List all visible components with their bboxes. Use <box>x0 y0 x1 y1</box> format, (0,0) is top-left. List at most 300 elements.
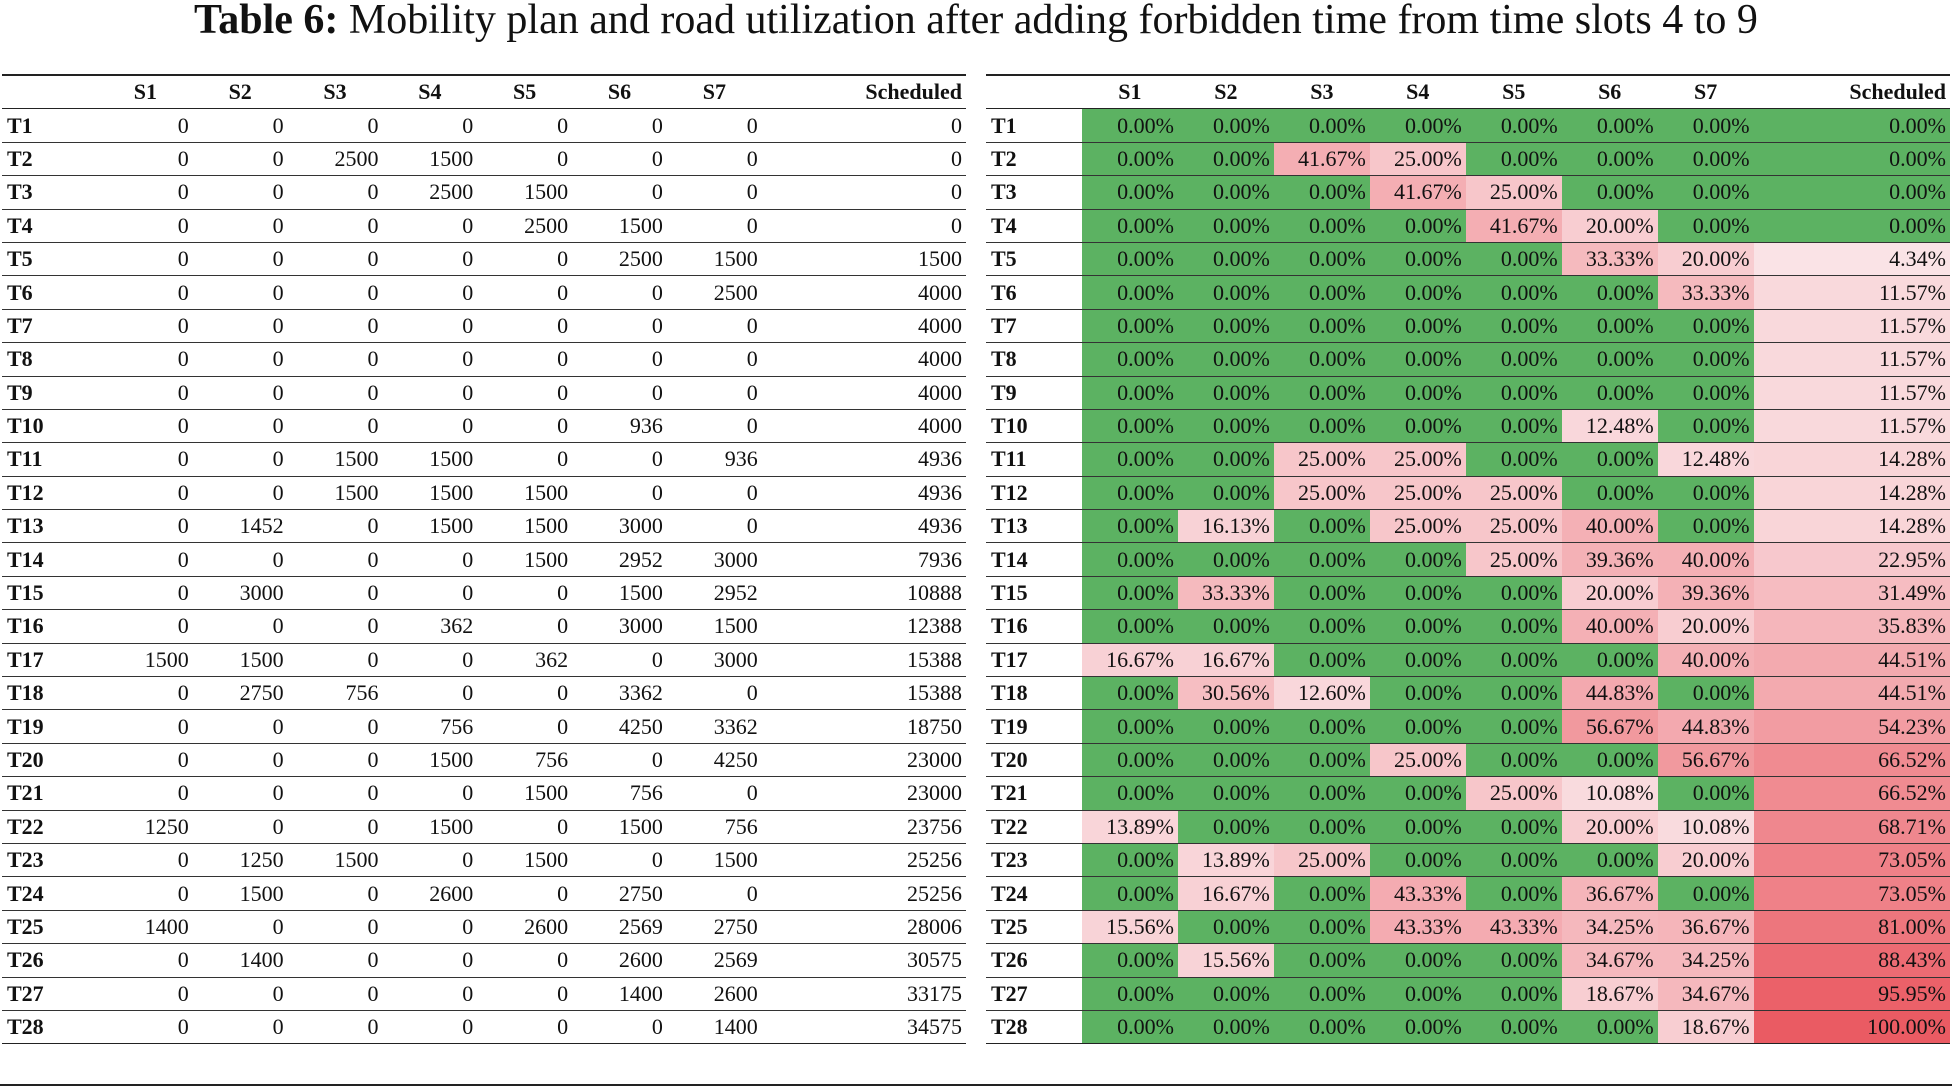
utilization-cell: 0.00% <box>1370 643 1466 676</box>
utilization-cell: 25.00% <box>1466 510 1562 543</box>
plan-cell: 0 <box>477 1010 572 1043</box>
table-row <box>986 576 1950 609</box>
plan-cell: 0 <box>193 309 288 342</box>
plan-cell: 0 <box>288 810 383 843</box>
utilization-cell: 0.00% <box>1562 309 1658 342</box>
utilization-cell: 13.89% <box>1082 810 1178 843</box>
plan-cell: 4250 <box>572 710 667 743</box>
utilization-cell: 39.36% <box>1562 543 1658 576</box>
utilization-cell: 0.00% <box>1562 176 1658 209</box>
utilization-cell: 44.83% <box>1562 677 1658 710</box>
utilization-cell: 0.00% <box>1082 510 1178 543</box>
plan-cell: 0 <box>667 376 762 409</box>
plan-cell: 1500 <box>193 877 288 910</box>
utilization-cell: 18.67% <box>1658 1010 1754 1043</box>
utilization-cell: 0.00% <box>1562 643 1658 676</box>
table-row <box>986 910 1950 943</box>
plan-cell: 4936 <box>762 443 966 476</box>
table-row <box>2 1010 966 1043</box>
plan-cell: 0 <box>477 109 572 142</box>
plan-cell: 0 <box>477 877 572 910</box>
row-label: T23 <box>2 843 98 876</box>
table-row <box>986 176 1950 209</box>
utilization-cell: 56.67% <box>1658 743 1754 776</box>
utilization-cell: 30.56% <box>1178 677 1274 710</box>
utilization-cell: 14.28% <box>1754 476 1950 509</box>
column-header: S3 <box>288 75 383 109</box>
plan-cell: 0 <box>193 476 288 509</box>
utilization-cell: 0.00% <box>1562 109 1658 142</box>
utilization-cell: 40.00% <box>1562 610 1658 643</box>
plan-cell: 3000 <box>572 510 667 543</box>
utilization-cell: 0.00% <box>1178 276 1274 309</box>
plan-cell: 2750 <box>193 677 288 710</box>
utilization-cell: 0.00% <box>1082 877 1178 910</box>
plan-cell: 0 <box>572 743 667 776</box>
utilization-cell: 0.00% <box>1082 109 1178 142</box>
utilization-cell: 0.00% <box>1658 677 1754 710</box>
column-header: S5 <box>1466 75 1562 109</box>
utilization-cell: 0.00% <box>1274 510 1370 543</box>
utilization-cell: 0.00% <box>1466 142 1562 175</box>
plan-cell: 0 <box>572 176 667 209</box>
utilization-cell: 0.00% <box>1370 576 1466 609</box>
plan-cell: 0 <box>477 309 572 342</box>
plan-cell: 0 <box>477 443 572 476</box>
utilization-cell: 0.00% <box>1658 142 1754 175</box>
plan-cell: 23000 <box>762 743 966 776</box>
plan-cell: 1500 <box>572 810 667 843</box>
utilization-cell: 20.00% <box>1658 843 1754 876</box>
utilization-cell: 12.48% <box>1562 409 1658 442</box>
plan-cell: 1400 <box>98 910 193 943</box>
utilization-cell: 0.00% <box>1082 576 1178 609</box>
plan-cell: 0 <box>382 209 477 242</box>
plan-cell: 0 <box>98 309 193 342</box>
utilization-cell: 0.00% <box>1082 1010 1178 1043</box>
plan-cell: 0 <box>288 610 383 643</box>
row-label: T26 <box>2 944 98 977</box>
plan-cell: 0 <box>572 109 667 142</box>
column-header: S2 <box>193 75 288 109</box>
utilization-cell: 40.00% <box>1562 510 1658 543</box>
plan-cell: 0 <box>667 877 762 910</box>
row-label: T16 <box>2 610 98 643</box>
utilization-cell: 0.00% <box>1178 977 1274 1010</box>
utilization-cell: 0.00% <box>1178 543 1274 576</box>
plan-cell: 0 <box>477 242 572 275</box>
utilization-cell: 0.00% <box>1274 209 1370 242</box>
utilization-cell: 12.60% <box>1274 677 1370 710</box>
plan-cell: 0 <box>382 677 477 710</box>
plan-cell: 0 <box>288 877 383 910</box>
plan-cell: 23000 <box>762 777 966 810</box>
plan-cell: 0 <box>193 109 288 142</box>
table-row <box>986 543 1950 576</box>
plan-cell: 0 <box>98 576 193 609</box>
plan-cell: 0 <box>382 276 477 309</box>
row-label: T9 <box>2 376 98 409</box>
utilization-cell: 0.00% <box>1178 242 1274 275</box>
plan-cell: 0 <box>477 944 572 977</box>
plan-cell: 1500 <box>193 643 288 676</box>
utilization-cell: 0.00% <box>1466 376 1562 409</box>
utilization-cell: 100.00% <box>1754 1010 1950 1043</box>
utilization-cell: 25.00% <box>1370 142 1466 175</box>
utilization-cell: 0.00% <box>1370 710 1466 743</box>
plan-cell: 1500 <box>382 443 477 476</box>
plan-cell: 0 <box>382 409 477 442</box>
table-row <box>2 810 966 843</box>
table-row <box>2 877 966 910</box>
row-label: T1 <box>986 109 1082 142</box>
plan-cell: 0 <box>572 1010 667 1043</box>
table-row <box>986 142 1950 175</box>
plan-cell: 0 <box>98 276 193 309</box>
utilization-cell: 25.00% <box>1274 843 1370 876</box>
plan-cell: 28006 <box>762 910 966 943</box>
utilization-cell: 0.00% <box>1082 476 1178 509</box>
utilization-cell: 0.00% <box>1082 443 1178 476</box>
plan-cell: 1500 <box>382 810 477 843</box>
plan-cell: 1500 <box>667 242 762 275</box>
utilization-cell: 0.00% <box>1658 376 1754 409</box>
utilization-cell: 0.00% <box>1082 944 1178 977</box>
row-label: T14 <box>2 543 98 576</box>
utilization-cell: 4.34% <box>1754 242 1950 275</box>
utilization-cell: 0.00% <box>1274 343 1370 376</box>
plan-cell: 0 <box>288 343 383 376</box>
plan-cell: 0 <box>98 242 193 275</box>
row-label: T13 <box>986 510 1082 543</box>
plan-cell: 1400 <box>572 977 667 1010</box>
plan-cell: 0 <box>288 643 383 676</box>
plan-cell: 0 <box>193 777 288 810</box>
plan-cell: 0 <box>288 242 383 275</box>
plan-cell: 0 <box>382 343 477 376</box>
plan-cell: 0 <box>193 1010 288 1043</box>
utilization-cell: 0.00% <box>1274 643 1370 676</box>
column-header <box>2 75 98 109</box>
plan-cell: 1500 <box>382 476 477 509</box>
table-row <box>986 309 1950 342</box>
row-label: T12 <box>2 476 98 509</box>
utilization-cell: 0.00% <box>1274 743 1370 776</box>
plan-cell: 0 <box>382 944 477 977</box>
plan-cell: 0 <box>382 777 477 810</box>
plan-cell: 1500 <box>382 743 477 776</box>
utilization-cell: 0.00% <box>1082 209 1178 242</box>
utilization-cell: 0.00% <box>1466 242 1562 275</box>
plan-cell: 0 <box>288 977 383 1010</box>
plan-cell: 0 <box>288 376 383 409</box>
utilization-cell: 0.00% <box>1562 343 1658 376</box>
plan-cell: 0 <box>193 443 288 476</box>
plan-cell: 0 <box>193 276 288 309</box>
plan-cell: 3362 <box>667 710 762 743</box>
utilization-cell: 31.49% <box>1754 576 1950 609</box>
utilization-cell: 0.00% <box>1370 777 1466 810</box>
utilization-cell: 0.00% <box>1754 142 1950 175</box>
plan-cell: 0 <box>193 710 288 743</box>
plan-cell: 936 <box>667 443 762 476</box>
plan-cell: 0 <box>98 777 193 810</box>
utilization-cell: 0.00% <box>1082 743 1178 776</box>
table-row <box>2 576 966 609</box>
utilization-cell: 44.83% <box>1658 710 1754 743</box>
plan-cell: 0 <box>98 109 193 142</box>
plan-cell: 0 <box>477 810 572 843</box>
utilization-cell: 0.00% <box>1466 643 1562 676</box>
plan-cell: 0 <box>572 843 667 876</box>
row-label: T3 <box>986 176 1082 209</box>
column-header: S2 <box>1178 75 1274 109</box>
utilization-cell: 66.52% <box>1754 743 1950 776</box>
utilization-cell: 0.00% <box>1082 242 1178 275</box>
table-row <box>2 843 966 876</box>
plan-cell: 0 <box>477 376 572 409</box>
column-header: S3 <box>1274 75 1370 109</box>
plan-cell: 1452 <box>193 510 288 543</box>
table-row <box>2 476 966 509</box>
utilization-cell: 0.00% <box>1658 176 1754 209</box>
utilization-cell: 0.00% <box>1082 710 1178 743</box>
plan-cell: 0 <box>477 409 572 442</box>
utilization-cell: 41.67% <box>1274 142 1370 175</box>
plan-cell: 3000 <box>193 576 288 609</box>
row-label: T8 <box>986 343 1082 376</box>
plan-cell: 0 <box>193 142 288 175</box>
row-label: T19 <box>986 710 1082 743</box>
table-row <box>986 643 1950 676</box>
table-row <box>986 977 1950 1010</box>
table-row <box>986 276 1950 309</box>
utilization-cell: 39.36% <box>1658 576 1754 609</box>
utilization-cell: 0.00% <box>1466 1010 1562 1043</box>
utilization-cell: 0.00% <box>1178 777 1274 810</box>
plan-cell: 0 <box>762 109 966 142</box>
utilization-cell: 15.56% <box>1178 944 1274 977</box>
plan-cell: 0 <box>382 843 477 876</box>
table-row <box>2 209 966 242</box>
utilization-cell: 0.00% <box>1370 1010 1466 1043</box>
plan-cell: 2500 <box>477 209 572 242</box>
table-row <box>2 343 966 376</box>
plan-cell: 0 <box>288 1010 383 1043</box>
column-header: Scheduled <box>1754 75 1950 109</box>
utilization-cell: 0.00% <box>1274 910 1370 943</box>
road-utilization-header-row <box>986 75 1950 109</box>
row-label: T20 <box>2 743 98 776</box>
plan-cell: 0 <box>98 944 193 977</box>
utilization-cell: 0.00% <box>1466 276 1562 309</box>
utilization-cell: 0.00% <box>1082 309 1178 342</box>
plan-cell: 30575 <box>762 944 966 977</box>
row-label: T27 <box>986 977 1082 1010</box>
plan-cell: 0 <box>382 977 477 1010</box>
utilization-cell: 11.57% <box>1754 376 1950 409</box>
utilization-cell: 0.00% <box>1370 543 1466 576</box>
utilization-cell: 0.00% <box>1658 209 1754 242</box>
utilization-cell: 0.00% <box>1466 843 1562 876</box>
utilization-cell: 36.67% <box>1562 877 1658 910</box>
row-label: T6 <box>986 276 1082 309</box>
table-row <box>2 610 966 643</box>
table-row <box>2 376 966 409</box>
utilization-cell: 0.00% <box>1178 109 1274 142</box>
plan-cell: 2600 <box>667 977 762 1010</box>
plan-cell: 0 <box>572 309 667 342</box>
plan-cell: 1500 <box>762 242 966 275</box>
utilization-cell: 0.00% <box>1082 409 1178 442</box>
plan-cell: 4000 <box>762 376 966 409</box>
utilization-cell: 34.67% <box>1658 977 1754 1010</box>
plan-cell: 1500 <box>572 209 667 242</box>
plan-cell: 4250 <box>667 743 762 776</box>
plan-cell: 1500 <box>288 843 383 876</box>
table-row <box>986 610 1950 643</box>
plan-cell: 0 <box>98 977 193 1010</box>
utilization-cell: 14.28% <box>1754 443 1950 476</box>
utilization-cell: 16.67% <box>1178 877 1274 910</box>
plan-cell: 0 <box>98 476 193 509</box>
table-caption-text: Mobility plan and road utilization after adding forbidden time from time slots 4 to 9 <box>348 0 1758 43</box>
plan-cell: 18750 <box>762 710 966 743</box>
plan-cell: 2600 <box>382 877 477 910</box>
utilization-cell: 25.00% <box>1466 176 1562 209</box>
utilization-cell: 0.00% <box>1274 944 1370 977</box>
utilization-cell: 0.00% <box>1562 376 1658 409</box>
table-row <box>2 409 966 442</box>
plan-cell: 3000 <box>667 643 762 676</box>
utilization-cell: 0.00% <box>1178 1010 1274 1043</box>
plan-cell: 0 <box>382 643 477 676</box>
plan-cell: 0 <box>667 309 762 342</box>
utilization-cell: 0.00% <box>1178 710 1274 743</box>
utilization-cell: 25.00% <box>1370 443 1466 476</box>
utilization-cell: 0.00% <box>1466 343 1562 376</box>
utilization-cell: 36.67% <box>1658 910 1754 943</box>
utilization-cell: 0.00% <box>1082 343 1178 376</box>
utilization-cell: 40.00% <box>1658 543 1754 576</box>
utilization-cell: 11.57% <box>1754 343 1950 376</box>
plan-cell: 25256 <box>762 843 966 876</box>
plan-cell: 4000 <box>762 309 966 342</box>
plan-cell: 12388 <box>762 610 966 643</box>
plan-cell: 0 <box>98 176 193 209</box>
plan-cell: 0 <box>98 510 193 543</box>
plan-cell: 0 <box>193 176 288 209</box>
utilization-cell: 40.00% <box>1658 643 1754 676</box>
plan-cell: 0 <box>477 677 572 710</box>
table-row <box>986 209 1950 242</box>
plan-cell: 756 <box>477 743 572 776</box>
plan-cell: 2952 <box>572 543 667 576</box>
utilization-cell: 0.00% <box>1466 409 1562 442</box>
row-label: T4 <box>986 209 1082 242</box>
utilization-cell: 43.33% <box>1466 910 1562 943</box>
row-label: T18 <box>2 677 98 710</box>
plan-cell: 0 <box>382 576 477 609</box>
plan-cell: 1500 <box>477 777 572 810</box>
plan-cell: 0 <box>667 476 762 509</box>
row-label: T25 <box>986 910 1082 943</box>
plan-cell: 3000 <box>572 610 667 643</box>
table-row <box>2 677 966 710</box>
table-caption <box>0 0 1952 43</box>
utilization-cell: 0.00% <box>1082 543 1178 576</box>
plan-cell: 0 <box>98 610 193 643</box>
utilization-cell: 0.00% <box>1082 142 1178 175</box>
utilization-cell: 0.00% <box>1466 109 1562 142</box>
utilization-cell: 0.00% <box>1082 777 1178 810</box>
utilization-cell: 66.52% <box>1754 777 1950 810</box>
plan-cell: 0 <box>382 543 477 576</box>
plan-cell: 0 <box>288 109 383 142</box>
row-label: T7 <box>986 309 1082 342</box>
plan-cell: 25256 <box>762 877 966 910</box>
utilization-cell: 11.57% <box>1754 409 1950 442</box>
plan-cell: 0 <box>98 743 193 776</box>
plan-cell: 1500 <box>667 843 762 876</box>
utilization-cell: 25.00% <box>1370 476 1466 509</box>
column-header: S7 <box>1658 75 1754 109</box>
row-label: T22 <box>2 810 98 843</box>
table-row <box>2 543 966 576</box>
plan-cell: 1250 <box>98 810 193 843</box>
plan-cell: 0 <box>477 343 572 376</box>
utilization-cell: 0.00% <box>1274 777 1370 810</box>
plan-cell: 0 <box>572 643 667 676</box>
plan-cell: 0 <box>572 443 667 476</box>
plan-cell: 0 <box>288 510 383 543</box>
column-header: Scheduled <box>762 75 966 109</box>
utilization-cell: 43.33% <box>1370 877 1466 910</box>
utilization-cell: 0.00% <box>1658 309 1754 342</box>
plan-cell: 0 <box>762 142 966 175</box>
table-row <box>986 944 1950 977</box>
plan-cell: 0 <box>98 677 193 710</box>
plan-cell: 4000 <box>762 276 966 309</box>
utilization-cell: 0.00% <box>1178 810 1274 843</box>
plan-cell: 0 <box>288 576 383 609</box>
utilization-cell: 73.05% <box>1754 877 1950 910</box>
plan-cell: 2569 <box>667 944 762 977</box>
column-header: S4 <box>1370 75 1466 109</box>
plan-cell: 0 <box>98 376 193 409</box>
plan-cell: 0 <box>288 543 383 576</box>
utilization-cell: 12.48% <box>1658 443 1754 476</box>
row-label: T27 <box>2 977 98 1010</box>
utilization-cell: 0.00% <box>1082 176 1178 209</box>
utilization-cell: 0.00% <box>1178 209 1274 242</box>
utilization-cell: 0.00% <box>1274 543 1370 576</box>
plan-cell: 0 <box>193 376 288 409</box>
utilization-cell: 25.00% <box>1274 476 1370 509</box>
table-row <box>986 810 1950 843</box>
plan-cell: 15388 <box>762 677 966 710</box>
plan-cell: 1500 <box>477 510 572 543</box>
utilization-cell: 25.00% <box>1370 510 1466 543</box>
plan-cell: 756 <box>572 777 667 810</box>
utilization-cell: 13.89% <box>1178 843 1274 876</box>
utilization-cell: 0.00% <box>1562 142 1658 175</box>
utilization-cell: 25.00% <box>1274 443 1370 476</box>
row-label: T8 <box>2 343 98 376</box>
row-label: T16 <box>986 610 1082 643</box>
utilization-cell: 0.00% <box>1370 109 1466 142</box>
row-label: T20 <box>986 743 1082 776</box>
